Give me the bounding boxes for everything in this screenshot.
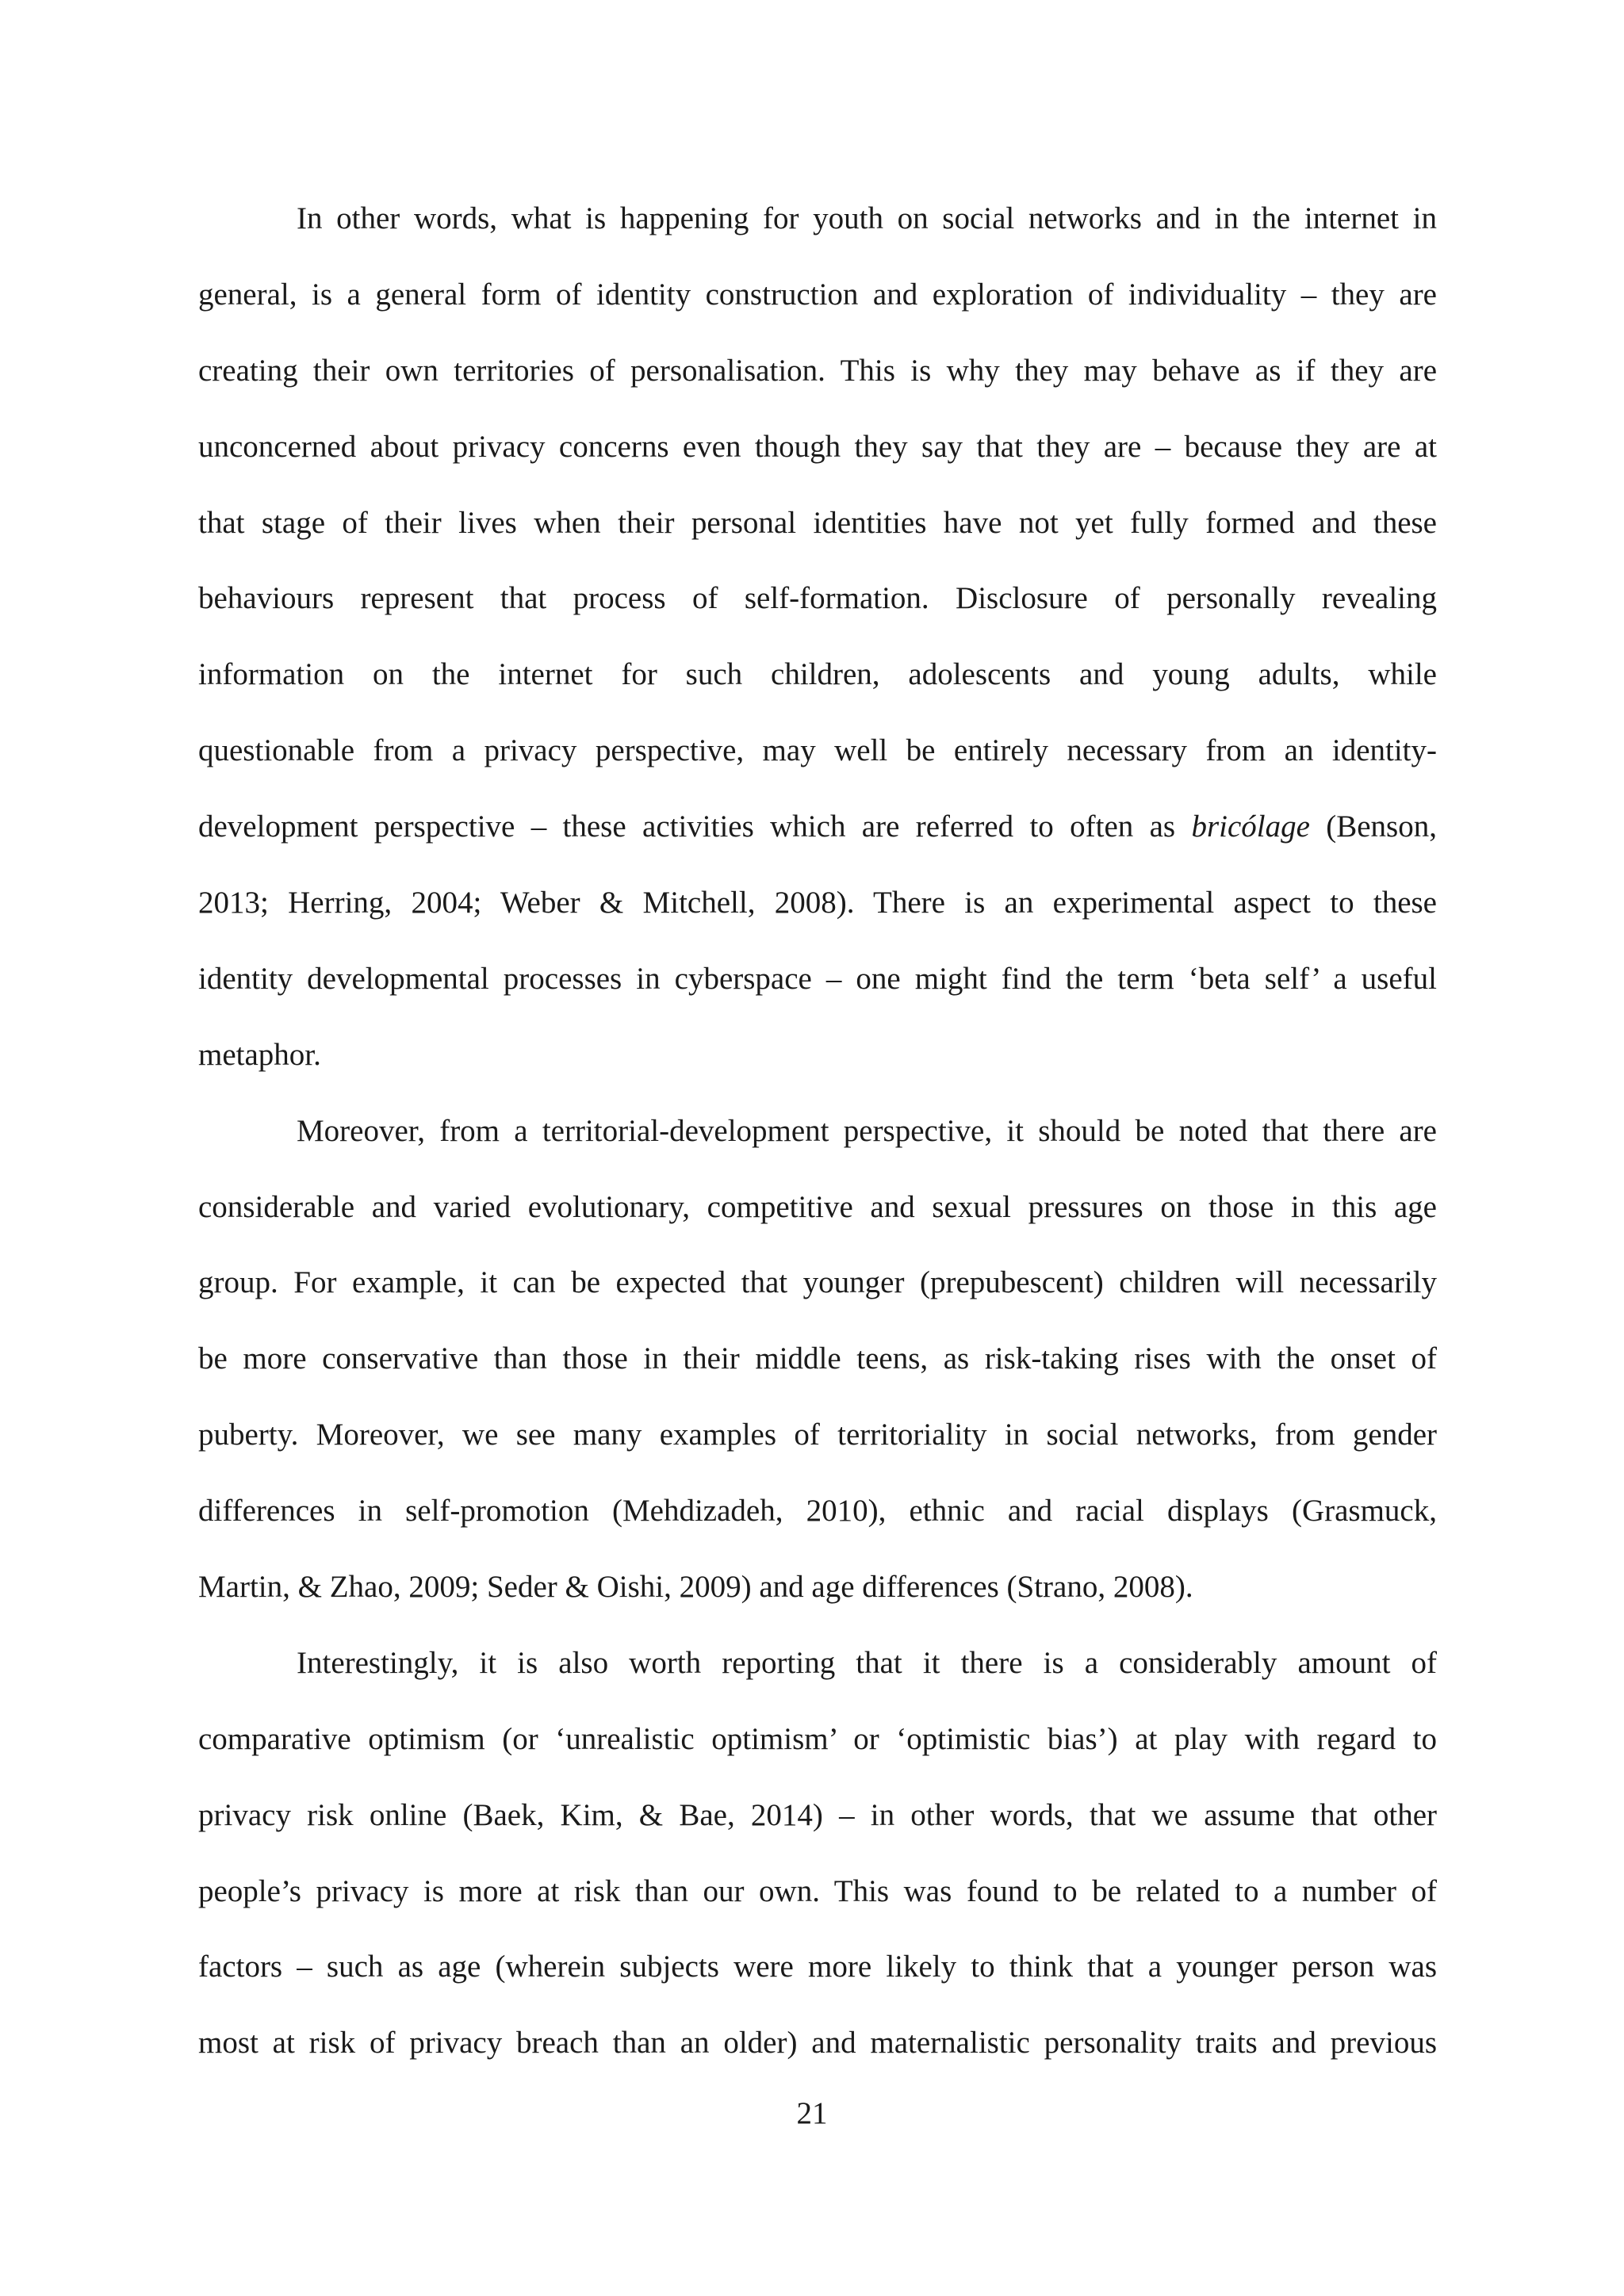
paragraph-3-line-3: privacy risk online (Baek, Kim, & Bae, 2014) – in other words, that we assume that other xyxy=(198,1797,1437,1832)
paragraph-3-line-5: factors – such as age (wherein subjects were more likely to think that a younger person was xyxy=(198,1950,1437,1984)
paragraph-1-line-11: identity developmental processes in cyberspace – one might find the term ‘beta self’ a useful xyxy=(198,961,1437,996)
paragraph-2-line-3: group. For example, it can be expected that younger (prepubescent) children will necessarily xyxy=(198,1265,1437,1300)
body-text xyxy=(198,186,1437,2086)
paragraph-1-line-1: In other words, what is happening for youth on social networks and in the internet in xyxy=(297,201,1437,235)
line-text-after-italic: (Benson, xyxy=(1309,809,1437,844)
paragraph-1-line-7: information on the internet for such children, adolescents and young adults, while xyxy=(198,657,1437,692)
paragraph-1-line-3: creating their own territories of personalisation. This is why they may behave as if they are xyxy=(198,353,1437,388)
paragraph-3-line-6: most at risk of privacy breach than an older) and maternalistic personality traits and previous xyxy=(198,2026,1437,2061)
paragraph-2-line-7: Martin, & Zhao, 2009; Seder & Oishi, 2009) and age differences (Strano, 2008). xyxy=(198,1570,1193,1605)
paragraph-3-line-2: comparative optimism (or ‘unrealistic optimism’ or ‘optimistic bias’) at play with regard to xyxy=(198,1721,1437,1756)
paragraph-2-line-1: Moreover, from a territorial-development perspective, it should be noted that there are xyxy=(297,1113,1437,1148)
paragraph-1-line-8: questionable from a privacy perspective, may well be entirely necessary from an identity- xyxy=(198,733,1437,768)
paragraph-2-line-2: considerable and varied evolutionary, competitive and sexual pressures on those in this age xyxy=(198,1189,1437,1224)
paragraph-1-line-4: unconcerned about privacy concerns even though they say that they are – because they are at xyxy=(198,429,1437,464)
paragraph-1-line-12: metaphor. xyxy=(198,1037,321,1072)
paragraph-2-line-6: differences in self-promotion (Mehdizadeh, 2010), ethnic and racial displays (Grasmuck, xyxy=(198,1494,1437,1529)
paragraph-2-line-5: puberty. Moreover, we see many examples of territoriality in social networks, from gender xyxy=(198,1418,1437,1452)
paragraph-3-line-1: Interestingly, it is also worth reporting that it there is a considerably amount of xyxy=(297,1645,1437,1680)
paragraph-1-line-6: behaviours represent that process of self-formation. Disclosure of personally revealing xyxy=(198,581,1437,616)
line-text-before-italic: development perspective – these activities which are referred to often as xyxy=(198,809,1192,844)
paragraph-1-line-9 xyxy=(198,794,1437,870)
paragraph-3-line-4: people’s privacy is more at risk than our own. This was found to be related to a number of xyxy=(198,1873,1437,1908)
paragraph-2-line-4: be more conservative than those in their middle teens, as risk-taking rises with the onset of xyxy=(198,1341,1437,1376)
page-number: 21 xyxy=(796,2096,828,2130)
paragraph-1-line-10: 2013; Herring, 2004; Weber & Mitchell, 2008). There is an experimental aspect to these xyxy=(198,886,1437,920)
paragraph-1-line-2: general, is a general form of identity construction and exploration of individuality – they are xyxy=(198,277,1437,312)
paragraph-1-line-5: that stage of their lives when their personal identities have not yet fully formed and these xyxy=(198,505,1437,540)
italic-term: bricólage xyxy=(1191,809,1310,844)
